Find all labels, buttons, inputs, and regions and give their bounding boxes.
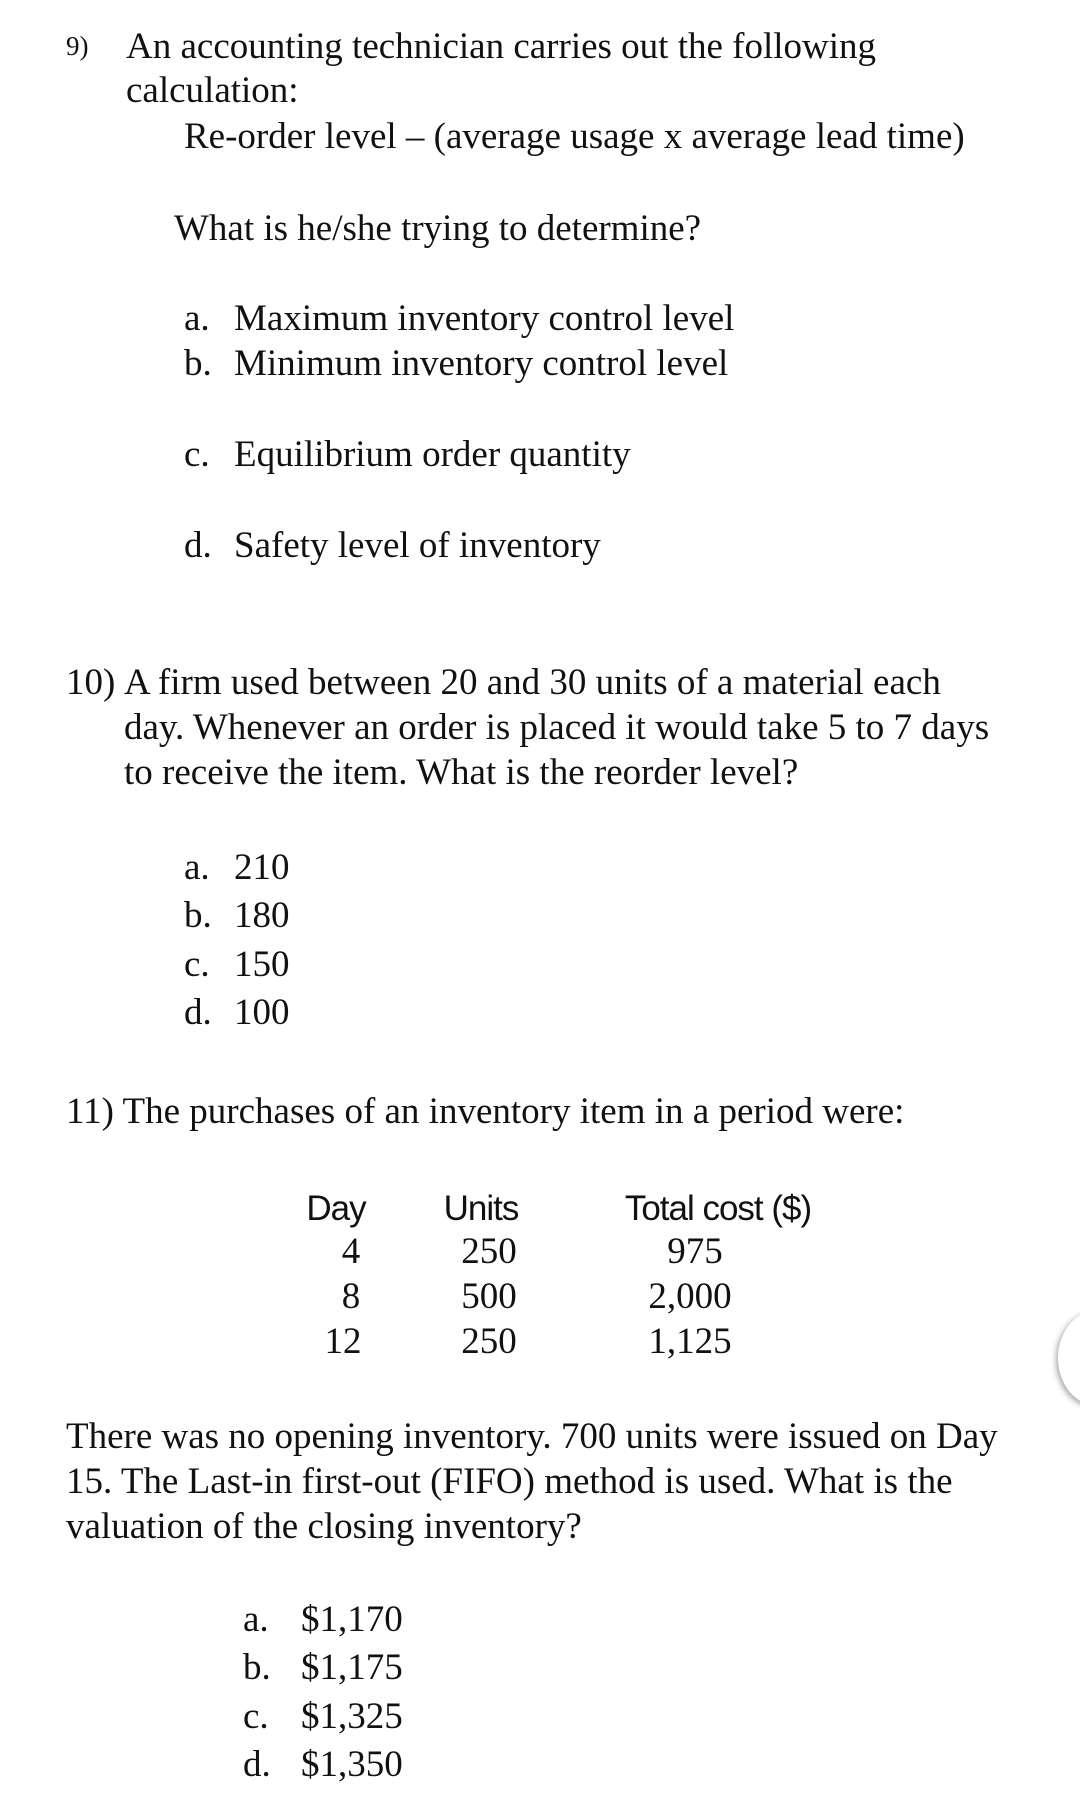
option-text: Minimum inventory control level [234, 343, 729, 384]
table-cell-units: 250 [461, 1321, 517, 1362]
table-header-units: Units [443, 1189, 519, 1228]
table-header-total-cost: Total cost ($) [624, 1189, 812, 1228]
q10-line-3: to receive the item. What is the reorder level? [124, 752, 799, 793]
table-cell-day: 12 [324, 1321, 362, 1362]
q9-line-1: An accounting technician carries out the following [126, 26, 877, 67]
q9-option-a[interactable] [184, 296, 734, 341]
q10-option-a[interactable] [184, 845, 290, 890]
q10-line-1: A firm used between 20 and 30 units of a material each [124, 662, 941, 703]
option-letter: d. [184, 525, 212, 566]
option-text: Safety level of inventory [234, 525, 601, 566]
q11-option-b[interactable] [243, 1645, 403, 1690]
q9-line-2: calculation: [126, 70, 299, 111]
option-letter: b. [184, 895, 212, 936]
option-letter: b. [184, 343, 212, 384]
option-letter: c. [184, 434, 210, 475]
q11-paragraph-line-1: There was no opening inventory. 700 units were issued on Day [66, 1416, 998, 1457]
option-letter: c. [243, 1696, 269, 1737]
option-letter: d. [184, 992, 212, 1033]
option-text: $1,325 [301, 1696, 403, 1737]
option-text: 180 [234, 895, 290, 936]
table-cell-total-cost: 1,125 [648, 1321, 732, 1362]
q9-option-b[interactable] [184, 341, 728, 386]
table-cell-units: 500 [461, 1276, 517, 1317]
q11-option-d[interactable] [243, 1742, 403, 1787]
q9-number: 9) [66, 31, 89, 61]
q9-option-c[interactable] [184, 432, 631, 477]
option-letter: c. [184, 944, 210, 985]
table-cell-total-cost: 2,000 [648, 1276, 732, 1317]
option-letter: b. [243, 1647, 271, 1688]
q9-option-d[interactable] [184, 523, 601, 568]
table-cell-day: 4 [341, 1231, 361, 1272]
option-letter: a. [243, 1599, 269, 1640]
option-letter: a. [184, 847, 210, 888]
table-header-day: Day [306, 1189, 366, 1228]
option-text: Maximum inventory control level [234, 298, 735, 339]
q10-number: 10) [66, 662, 116, 703]
option-letter: d. [243, 1744, 271, 1785]
q11-option-c[interactable] [243, 1694, 403, 1739]
q11-paragraph-line-3: valuation of the closing inventory? [66, 1506, 582, 1547]
q9-prompt: What is he/she trying to determine? [174, 208, 702, 249]
q10-option-d[interactable] [184, 990, 290, 1035]
option-text: 100 [234, 992, 290, 1033]
q11-paragraph-line-2: 15. The Last-in first-out (FIFO) method is used. What is the [66, 1461, 953, 1502]
table-cell-total-cost: 975 [667, 1231, 723, 1272]
option-text: $1,170 [301, 1599, 403, 1640]
edge-scroll-handle[interactable] [1058, 1310, 1080, 1406]
option-text: $1,350 [301, 1744, 403, 1785]
table-cell-units: 250 [461, 1231, 517, 1272]
option-letter: a. [184, 298, 210, 339]
q10-option-b[interactable] [184, 893, 290, 938]
option-text: 210 [234, 847, 290, 888]
table-cell-day: 8 [341, 1276, 361, 1317]
q10-option-c[interactable] [184, 942, 290, 987]
q11-heading: 11) The purchases of an inventory item in a period were: [66, 1091, 905, 1132]
q11-option-a[interactable] [243, 1597, 403, 1642]
q10-line-2: day. Whenever an order is placed it would take 5 to 7 days [124, 707, 990, 748]
option-text: 150 [234, 944, 290, 985]
option-text: $1,175 [301, 1647, 403, 1688]
q9-formula: Re-order level – (average usage x average lead time) [184, 116, 965, 157]
option-text: Equilibrium order quantity [234, 434, 631, 475]
